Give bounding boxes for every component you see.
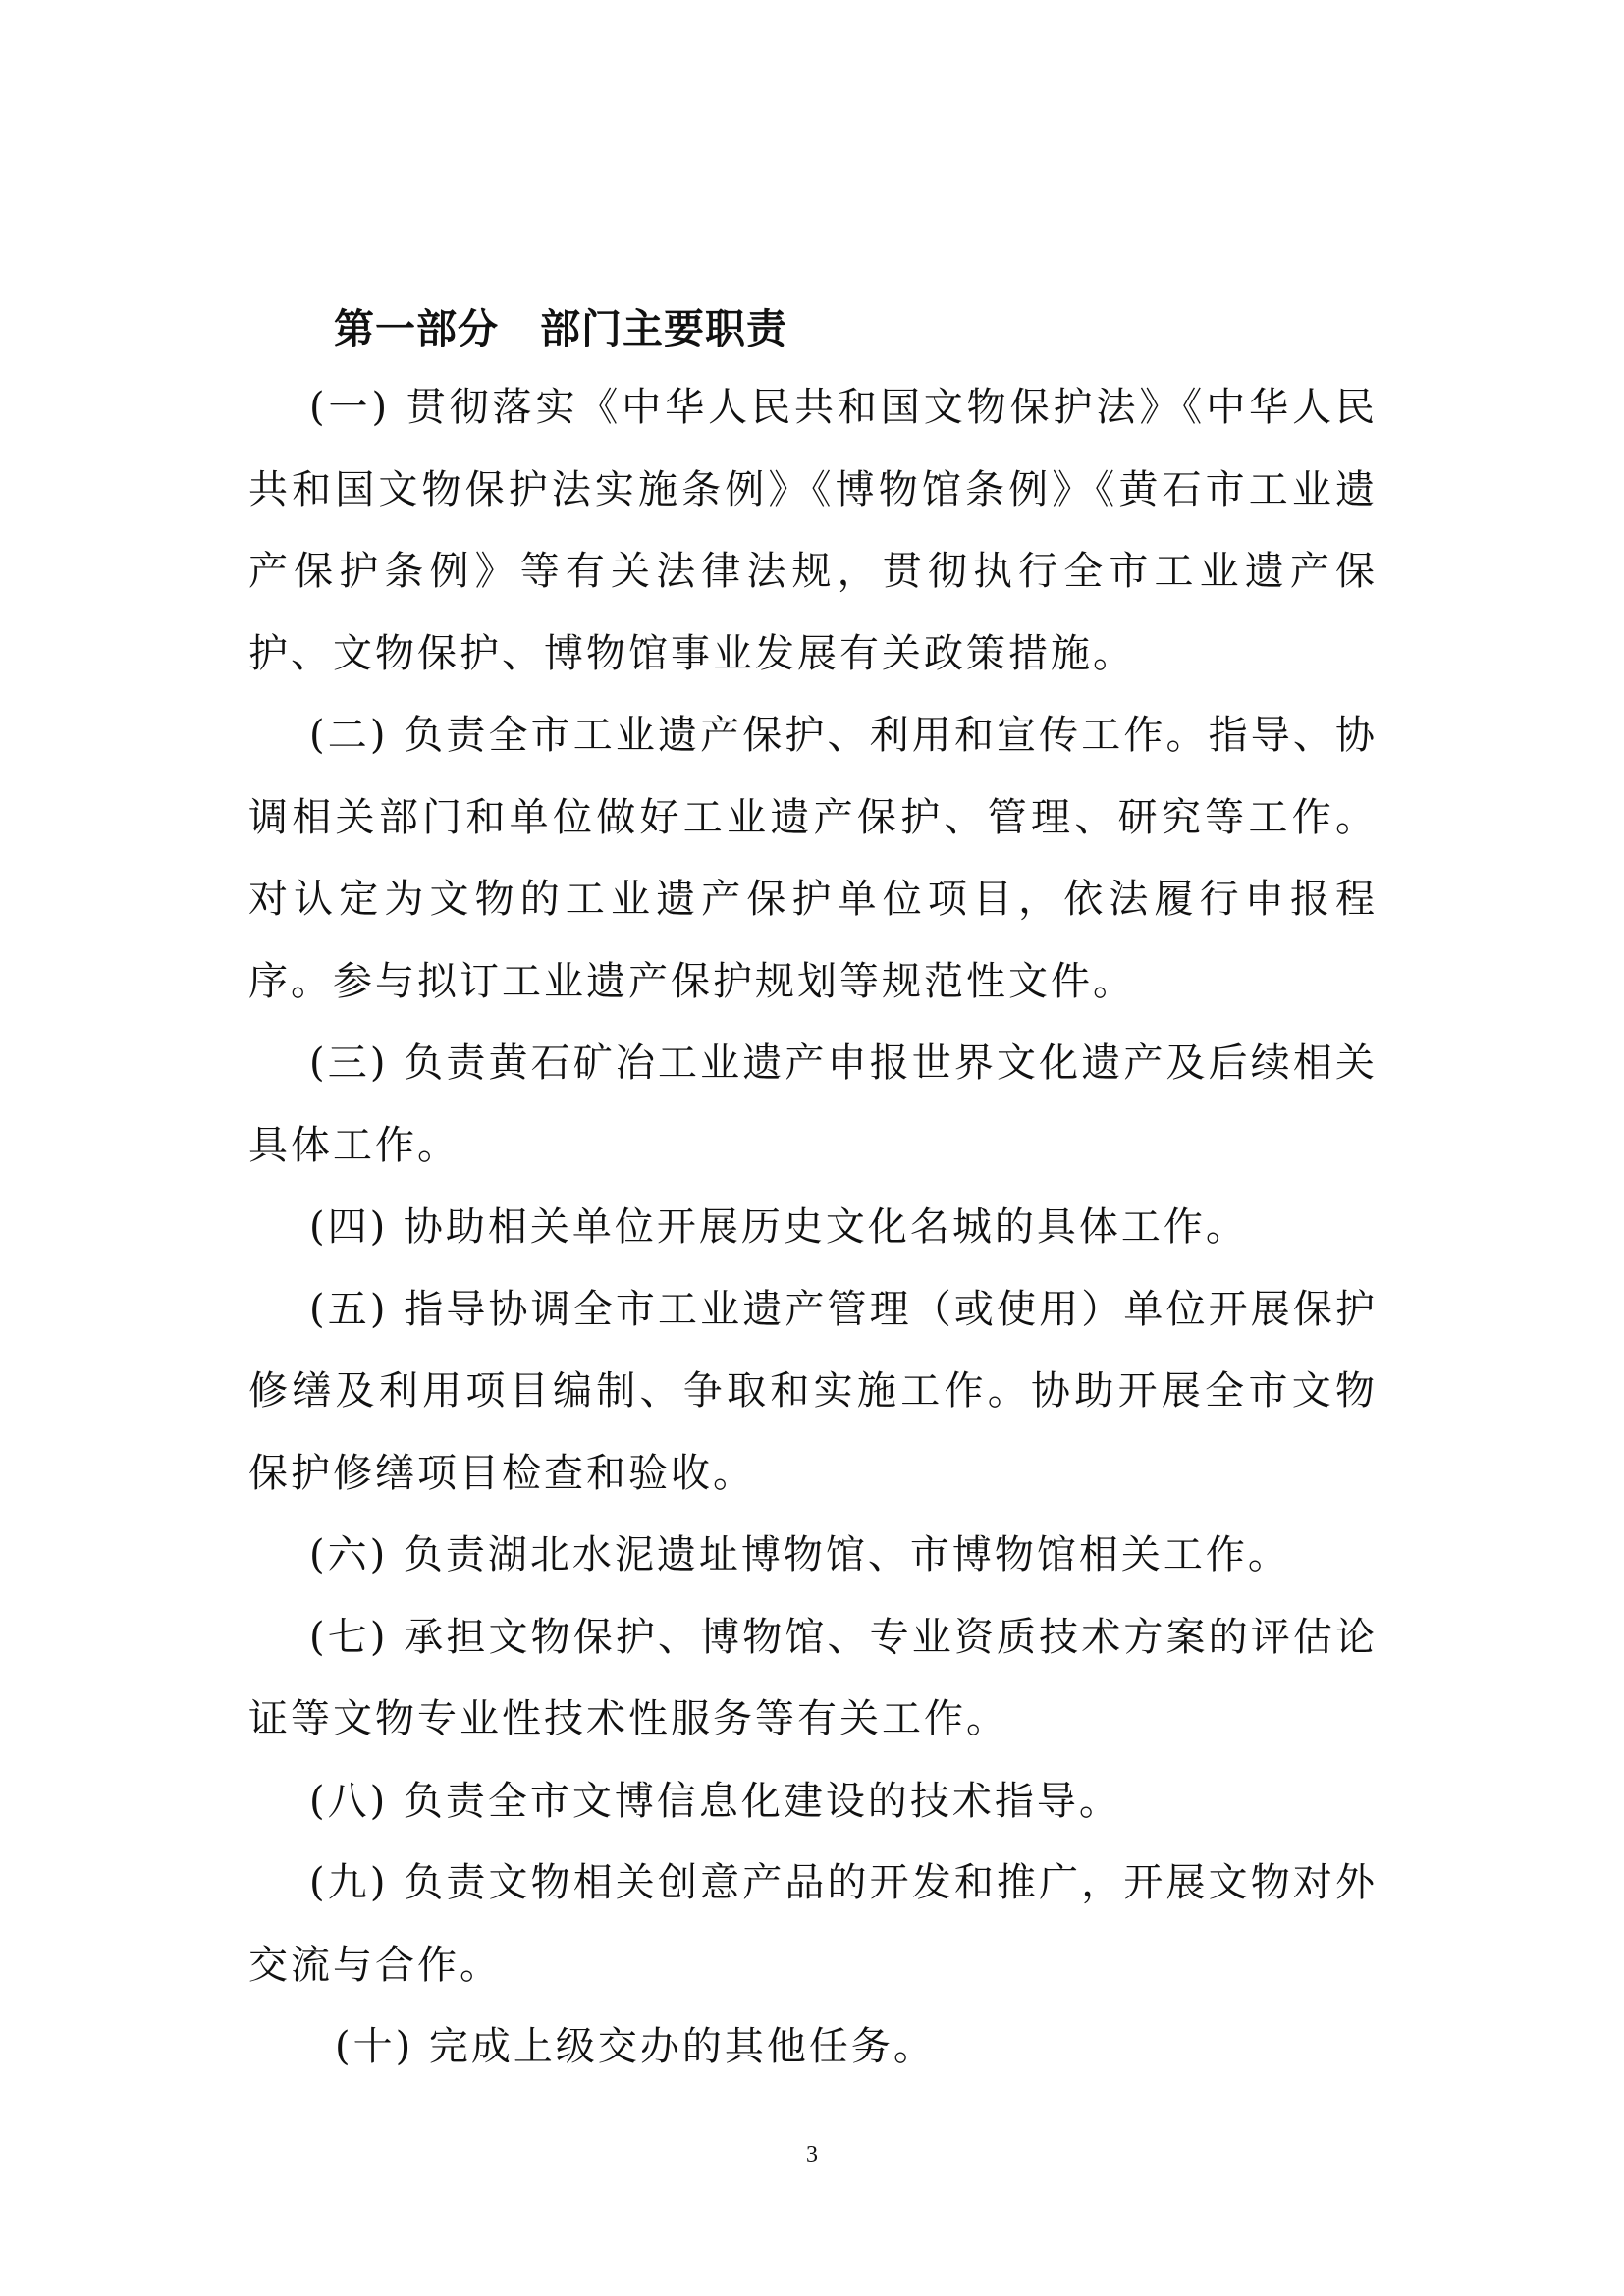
duty-paragraph-1: (一) 贯彻落实《中华人民共和国文物保护法》《中华人民共和国文物保护法实施条例》《博物馆条例》《黄石市工业遗产保护条例》等有关法律法规，贯彻执行全市工业遗产保护、文物保护、博物馆事业发展有关政策措施。: [248, 385, 1378, 676]
page-number: 3: [806, 2142, 818, 2167]
duty-paragraph-10: (十) 完成上级交办的其他任务。: [335, 2024, 936, 2069]
duty-paragraph-4: (四) 协助相关单位开展历史文化名城的具体工作。: [309, 1204, 1248, 1250]
duty-paragraph-2: (二) 负责全市工业遗产保护、利用和宣传工作。指导、协调相关部门和单位做好工业遗产保护、管理、研究等工作。对认定为文物的工业遗产保护单位项目，依法履行申报程序。参与拟订工业遗产保护规划等规范性文件。: [248, 713, 1378, 1004]
duties-list: [248, 367, 1378, 2089]
duty-paragraph-9: (九) 负责文物相关创意产品的开发和推广，开展文物对外交流与合作。: [248, 1860, 1378, 1988]
heading-title: 部门主要职责: [540, 305, 787, 352]
duty-paragraph-6: (六) 负责湖北水泥遗址博物馆、市博物馆相关工作。: [309, 1532, 1290, 1577]
duty-paragraph-7: (七) 承担文物保护、博物馆、专业资质技术方案的评估论证等文物专业性技术性服务等有关工作。: [248, 1614, 1378, 1741]
duty-paragraph-8: (八) 负责全市文博信息化建设的技术指导。: [309, 1778, 1121, 1824]
duty-paragraph-5: (五) 指导协调全市工业遗产管理（或使用）单位开展保护修缮及利用项目编制、争取和实施工作。协助开展全市文物保护修缮项目检查和验收。: [248, 1286, 1378, 1496]
duty-paragraph-3: (三) 负责黄石矿冶工业遗产申报世界文化遗产及后续相关具体工作。: [248, 1041, 1378, 1168]
heading-part-label: 第一部分: [334, 305, 499, 352]
section-heading: [334, 294, 787, 363]
